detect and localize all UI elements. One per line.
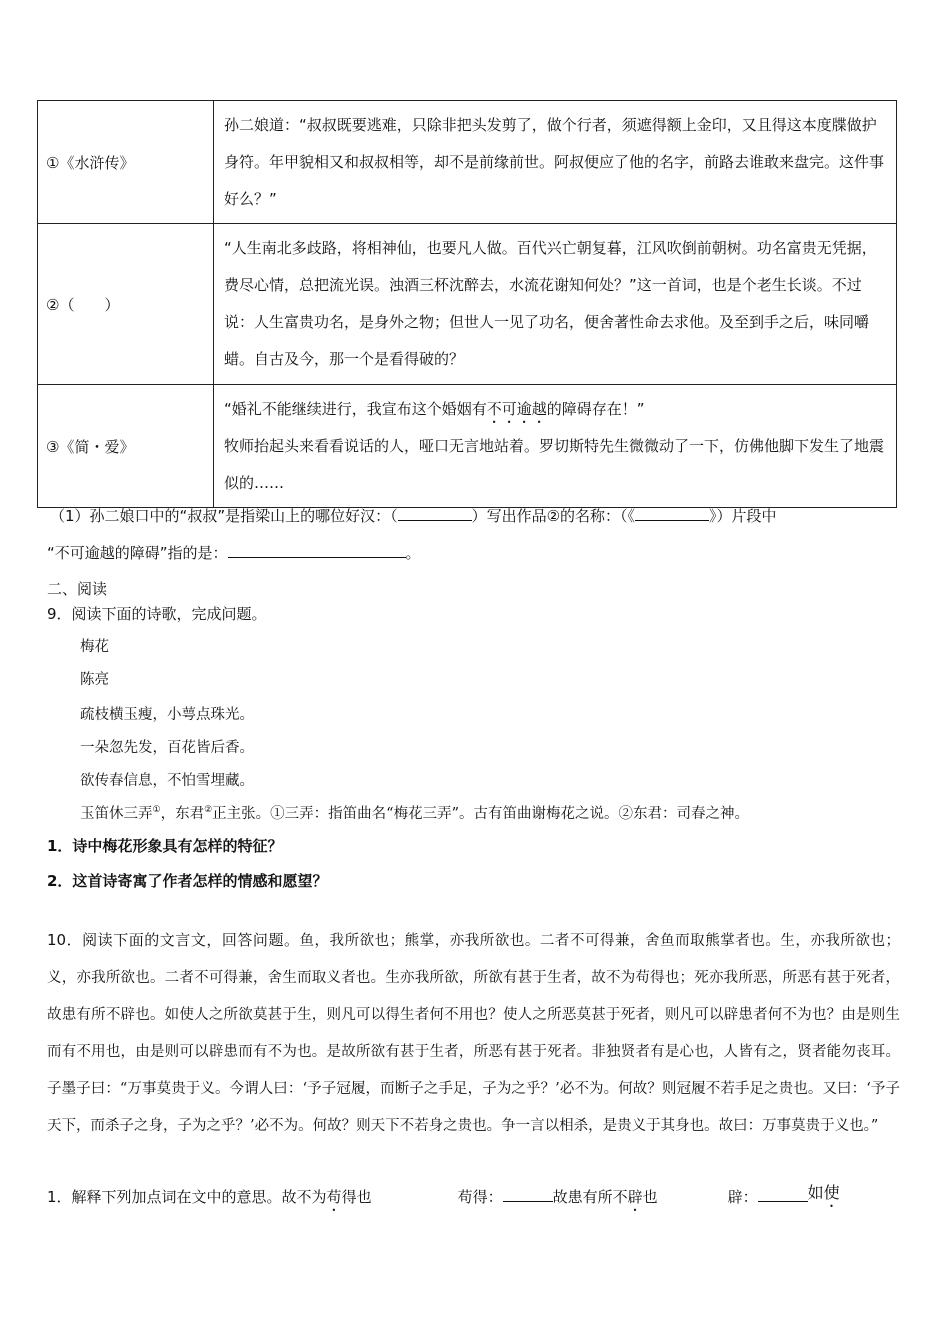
sub-question: 1．诗中梅花形象具有怎样的特征？ [47, 837, 283, 855]
classical-passage: 鱼，我所欲也；熊掌，亦我所欲也。二者不可得兼，舍鱼而取熊掌者也。生，亦我所欲也；义，亦我所欲也。二者不可得兼，舍生而取义者也。生亦我所欲，所欲有甚于生者，故不为苟得也；死亦我所恶，所恶有甚于死者，故患有所不辟也。如使人之所欲莫甚于生，则凡可以得生者何不用也？使人之所恶莫甚于死者，则凡可以辟患者何不为也？由是则生而有不用也，由是则可以辟患而有不为也。是故所欲有甚于生者，所恶有甚于死者。非独贤者有是心也，人皆有之，贤者能勿丧耳。子墨子曰：“万事莫贵于义。今谓人曰：‘予子冠履，而断子之手足，子为之乎？’必不为。何故？则冠履不若手足之贵也。又曰：‘予子天下，而杀子之身，子为之乎？’必不为。何故？则天下不若身之贵也。争一言以相杀，是贵义于其身也。故曰：万事莫贵于义也。” [47, 933, 900, 1134]
question-text: 如 [807, 1183, 824, 1202]
work-title-cell: ②（ ） [38, 224, 214, 385]
footnote-mark: ① [152, 805, 161, 816]
poem-notes: 正主张。①三弄：指笛曲名“梅花三弄”。古有笛曲谢梅花之说。②东君：司春之神。 [212, 806, 749, 822]
excerpt-text: 牧师抬起头来看看说话的人，哑口无言地站着。罗切斯特先生微微动了一下，仿佛他脚下发生了地震似的…… [224, 436, 885, 492]
poem-text: ，东君 [160, 806, 205, 822]
dotted-word: 辟 [627, 1188, 643, 1206]
answer-blank[interactable] [228, 543, 406, 558]
answer-blank[interactable] [398, 506, 472, 521]
answer-blank[interactable] [635, 506, 709, 521]
excerpt-cell: “人生南北多歧路，将相神仙，也要凡人做。百代兴亡朝复暮，江风吹倒前朝树。功名富贵无凭据，费尽心情，总把流光误。浊酒三杯沈醉去，水流花谢知何处？”这一首词，也是个老生长谈。不过说：人生富贵功名，是身外之物；但世人一见了功名，便舍著性命去求他。及至到手之后，味同嚼蜡。自古及今，那一个是看得破的？ [214, 224, 897, 385]
poem-author: 陈亮 [80, 672, 109, 688]
table-row [38, 224, 897, 385]
table-row [38, 385, 897, 508]
question-text: 1．解释下列加点词在文中的意思。故不为 [47, 1188, 327, 1206]
table-row [38, 101, 897, 224]
work-title-cell: ①《水浒传》 [38, 101, 214, 224]
dotted-word: 使 [823, 1183, 840, 1202]
question-text: 得也 [341, 1188, 372, 1206]
answer-blank[interactable] [758, 1187, 808, 1202]
question-text: 辟： [727, 1188, 758, 1206]
answer-blank[interactable] [503, 1187, 553, 1202]
question-9-prompt: 9．阅读下面的诗歌，完成问题。 [47, 605, 267, 623]
question-text: 。 [405, 544, 421, 562]
excerpt-text: 的障碍存在！” [546, 399, 645, 418]
work-title-cell: ③《简・爱》 [38, 385, 214, 508]
poem-line: 欲传春信息，不怕雪埋藏。 [80, 773, 254, 789]
question-text: 苟得： [457, 1188, 503, 1206]
poem-title: 梅花 [80, 639, 109, 655]
question-10-passage [47, 922, 900, 1145]
section-heading: 二、阅读 [47, 580, 108, 598]
question-10-sub-1 [47, 1184, 840, 1215]
excerpt-cell [214, 385, 897, 508]
poem-line-with-notes [80, 802, 749, 823]
question-8-line-2 [47, 542, 421, 563]
poem-line: 一朵忽先发，百花皆后香。 [80, 740, 254, 756]
question-text: ）写出作品②的名称：（《 [471, 507, 636, 525]
question-10-prompt: 10．阅读下面的文言文，回答问题。 [47, 931, 300, 949]
poem-line: 疏枝横玉瘦，小萼点珠光。 [80, 707, 254, 723]
footnote-mark: ② [204, 805, 213, 816]
sub-question: 2．这首诗寄寓了作者怎样的情感和愿望？ [47, 872, 328, 890]
question-text: 》）片段中 [709, 507, 777, 525]
excerpt-cell: 孙二娘道：“叔叔既要逃难，只除非把头发剪了，做个行者，须遮得额上金印，又且得这本度牒做护身符。年甲貌相又和叔叔相等，却不是前缘前世。阿叔便应了他的名字，前路去谁敢来盘完。这件事好么？” [214, 101, 897, 224]
excerpt-text: “婚礼不能继续进行，我宣布这个婚姻有 [224, 399, 487, 418]
question-text: “不可逾越的障碍”指的是： [47, 544, 228, 562]
poem-text: 玉笛休三弄 [80, 806, 153, 822]
dotted-word: 苟 [326, 1188, 342, 1206]
literature-table [37, 100, 897, 508]
question-text: 也 [642, 1188, 658, 1206]
question-text: 故患有所不 [552, 1188, 628, 1206]
question-text: （1）孙二娘口中的“叔叔”是指梁山上的哪位好汉：（ [50, 507, 398, 525]
question-8-line-1 [50, 505, 777, 526]
dotted-phrase: 不可逾越 [486, 399, 547, 418]
